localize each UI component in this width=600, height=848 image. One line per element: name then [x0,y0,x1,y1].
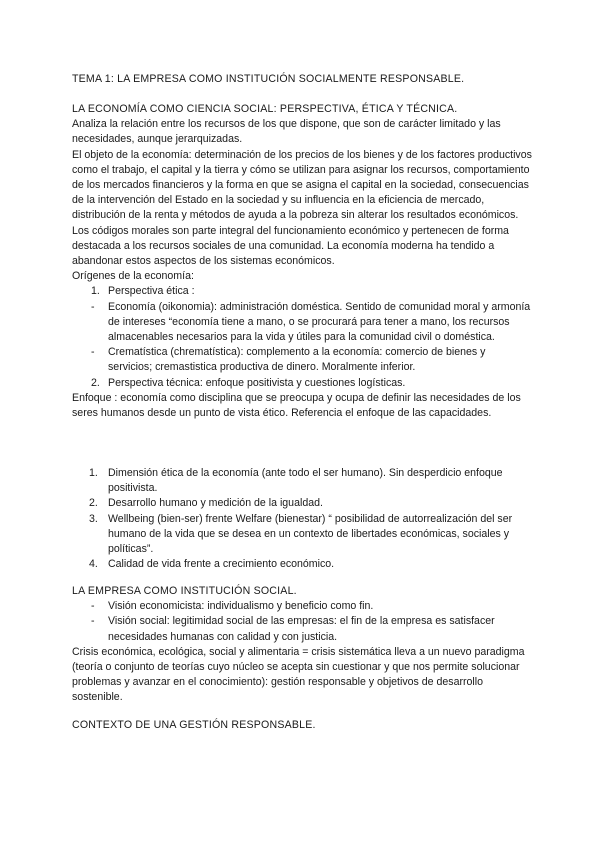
list-marker: - [91,300,95,313]
capacidades-list [72,466,532,572]
visions-list [72,599,532,645]
list-marker: 2. [91,376,100,389]
list-marker: - [91,615,95,628]
origins-list [72,284,532,390]
list-item [72,300,532,346]
list-item-text: Visión social: legitimidad social de las empresas: el fin de la empresa es satisfacer necesidades humanas con calidad y con justicia. [108,615,495,643]
list-marker: - [91,600,95,613]
list-marker: - [91,346,95,359]
list-item [72,599,532,614]
list-item-text: Economía (oikonomia): administración doméstica. Sentido de comunidad moral y armonía de intereses “economía tiene a mano, o se procurará para tener a mano, los recursos almacenables necesarios para la vida y útiles para la comunidad civil o doméstica. [108,300,531,344]
paragraph-crisis: Crisis económica, ecológica, social y alimentaria = crisis sistemática lleva a un nuevo paradigma (teoría o conjunto de teorías cuyo núcleo se acepta sin cuestionar y que nos permite solucionar problemas y avanzar en el conocimiento): gestión responsable y objetivos de desarrollo sostenible. [72,645,525,704]
list-item-text: Calidad de vida frente a crecimiento económico. [108,558,335,571]
list-item [72,284,532,299]
list-item-text: Crematística (chrematística): complemento a la economía: comercio de bienes y servicios; cremastistica productiva de dinero. Moralmente inferior. [108,346,486,374]
paragraph-codigos: Los códigos morales son parte integral del funcionamiento económico y pertenecen de forma destacada a los recursos sociales de una comunidad. La economía moderna ha tendido a abandonar estos aspectos de los sistemas económicos. [72,224,509,268]
list-item-text: Desarrollo humano y medición de la igualdad. [108,497,323,510]
section-empresa [72,584,532,706]
capacidades-block [72,466,532,572]
section-heading-contexto: CONTEXTO DE UNA GESTIÓN RESPONSABLE. [72,719,316,731]
list-item [72,466,532,496]
paragraph-origenes: Orígenes de la economía: [72,270,194,283]
list-item [72,614,532,644]
list-item [72,512,532,558]
list-marker: 1. [91,285,100,298]
list-item [72,376,532,391]
list-item-text: Perspectiva ética : [108,285,195,298]
list-item-text: Perspectiva técnica: enfoque positivista y cuestiones logísticas. [108,376,406,389]
list-marker: 2. [89,497,98,510]
section-economia [72,102,532,421]
list-item-text: Visión economicista: individualismo y beneficio como fin. [108,600,374,613]
list-marker: 1. [89,467,98,479]
section-heading-empresa: LA EMPRESA COMO INSTITUCIÓN SOCIAL. [72,585,297,597]
list-marker: 4. [89,558,98,571]
list-item-text: Dimensión ética de la economía (ante todo el ser humano). Sin desperdicio enfoque positivista. [108,467,503,495]
section-heading-economia: LA ECONOMÍA COMO CIENCIA SOCIAL: PERSPECTIVA, ÉTICA Y TÉCNICA. [72,103,458,115]
paragraph-relacion: Analiza la relación entre los recursos de los que dispone, que son de carácter limitado y las necesidades, aunque jerarquizadas. [72,118,501,146]
paragraph-enfoque: Enfoque : economía como disciplina que se preocupa y ocupa de definir las necesidades de los seres humanos desde un punto de vista ético. Referencia el enfoque de las capacidades. [72,391,521,420]
list-item [72,496,532,511]
list-item [72,557,532,572]
list-item-text: Wellbeing (bien-ser) frente Welfare (bienestar) “ posibilidad de autorrealización del ser humano de la vida que se desea en un contexto de libertades económicas, sociales y políticas”. [108,512,513,556]
list-item [72,345,532,375]
document-title: TEMA 1: LA EMPRESA COMO INSTITUCIÓN SOCIALMENTE RESPONSABLE. [72,73,465,85]
paragraph-objeto: El objeto de la economía: determinación de los precios de los bienes y de los factores productivos como el trabajo, el capital y la tierra y cómo se utilizan para asignar los recursos, comportamiento de los mercados financieros y la forma en que se asigna el capital en la sociedad, consecuencias de la intervención del Estado en la sociedad y su influencia en la eficiencia de mercado, distribución de la renta y métodos de ayuda a la pobreza sin alterar los resultados económicos. [72,148,532,222]
list-marker: 3. [89,512,98,525]
